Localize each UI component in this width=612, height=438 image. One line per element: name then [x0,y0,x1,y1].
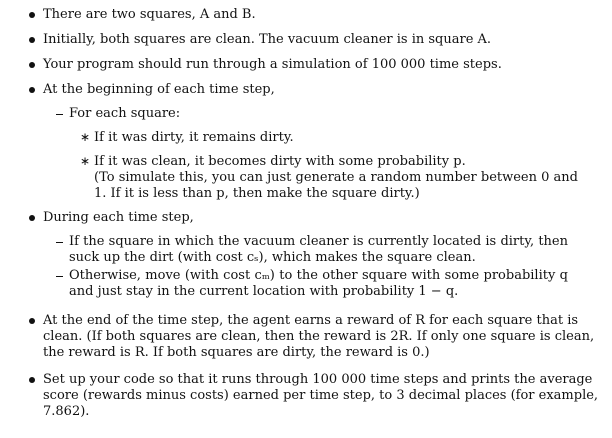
bullet-dot-icon [29,62,35,68]
asterisk-bullet-icon: ∗ [80,130,91,144]
bullet-dot-icon [29,87,35,93]
asterisk-bullet-icon: ∗ [80,154,91,168]
list-item: Otherwise, move (with cost cₘ) to the other square with some probability q [69,268,568,283]
dash-icon [56,114,63,115]
list-item-continuation: 7.862). [43,404,90,419]
list-item: Set up your code so that it runs through 100 000 time steps and prints the average [43,372,593,387]
list-item-continuation: (To simulate this, you can just generate a random number between 0 and [94,170,578,185]
bullet-dot-icon [29,318,35,324]
list-item: For each square: [69,106,181,121]
list-item: There are two squares, A and B. [43,7,256,22]
bullet-dot-icon [29,37,35,43]
list-item: During each time step, [43,210,194,225]
list-item-continuation: the reward is R. If both squares are dirty, the reward is 0.) [43,345,430,360]
list-item: At the beginning of each time step, [43,82,275,97]
bullet-dot-icon [29,215,35,221]
bullet-dot-icon [29,377,35,383]
list-item: If it was clean, it becomes dirty with some probability p. [94,154,466,169]
list-item-continuation: suck up the dirt (with cost cₛ), which makes the square clean. [69,250,476,265]
dash-icon [56,276,63,277]
list-item: At the end of the time step, the agent earns a reward of R for each square that is [43,313,579,328]
bullet-dot-icon [29,12,35,18]
list-item: Your program should run through a simulation of 100 000 time steps. [43,57,502,72]
list-item-continuation: 1. If it is less than p, then make the square dirty.) [94,186,420,201]
dash-icon [56,242,63,243]
list-item: If it was dirty, it remains dirty. [94,130,294,145]
list-item-continuation: score (rewards minus costs) earned per time step, to 3 decimal places (for example, [43,388,599,403]
list-item: Initially, both squares are clean. The vacuum cleaner is in square A. [43,32,492,47]
list-item-continuation: clean. (If both squares are clean, then the reward is 2R. If only one square is clean, [43,329,595,344]
list-item: If the square in which the vacuum cleaner is currently located is dirty, then [69,234,568,249]
list-item-continuation: and just stay in the current location with probability 1 − q. [69,284,459,299]
